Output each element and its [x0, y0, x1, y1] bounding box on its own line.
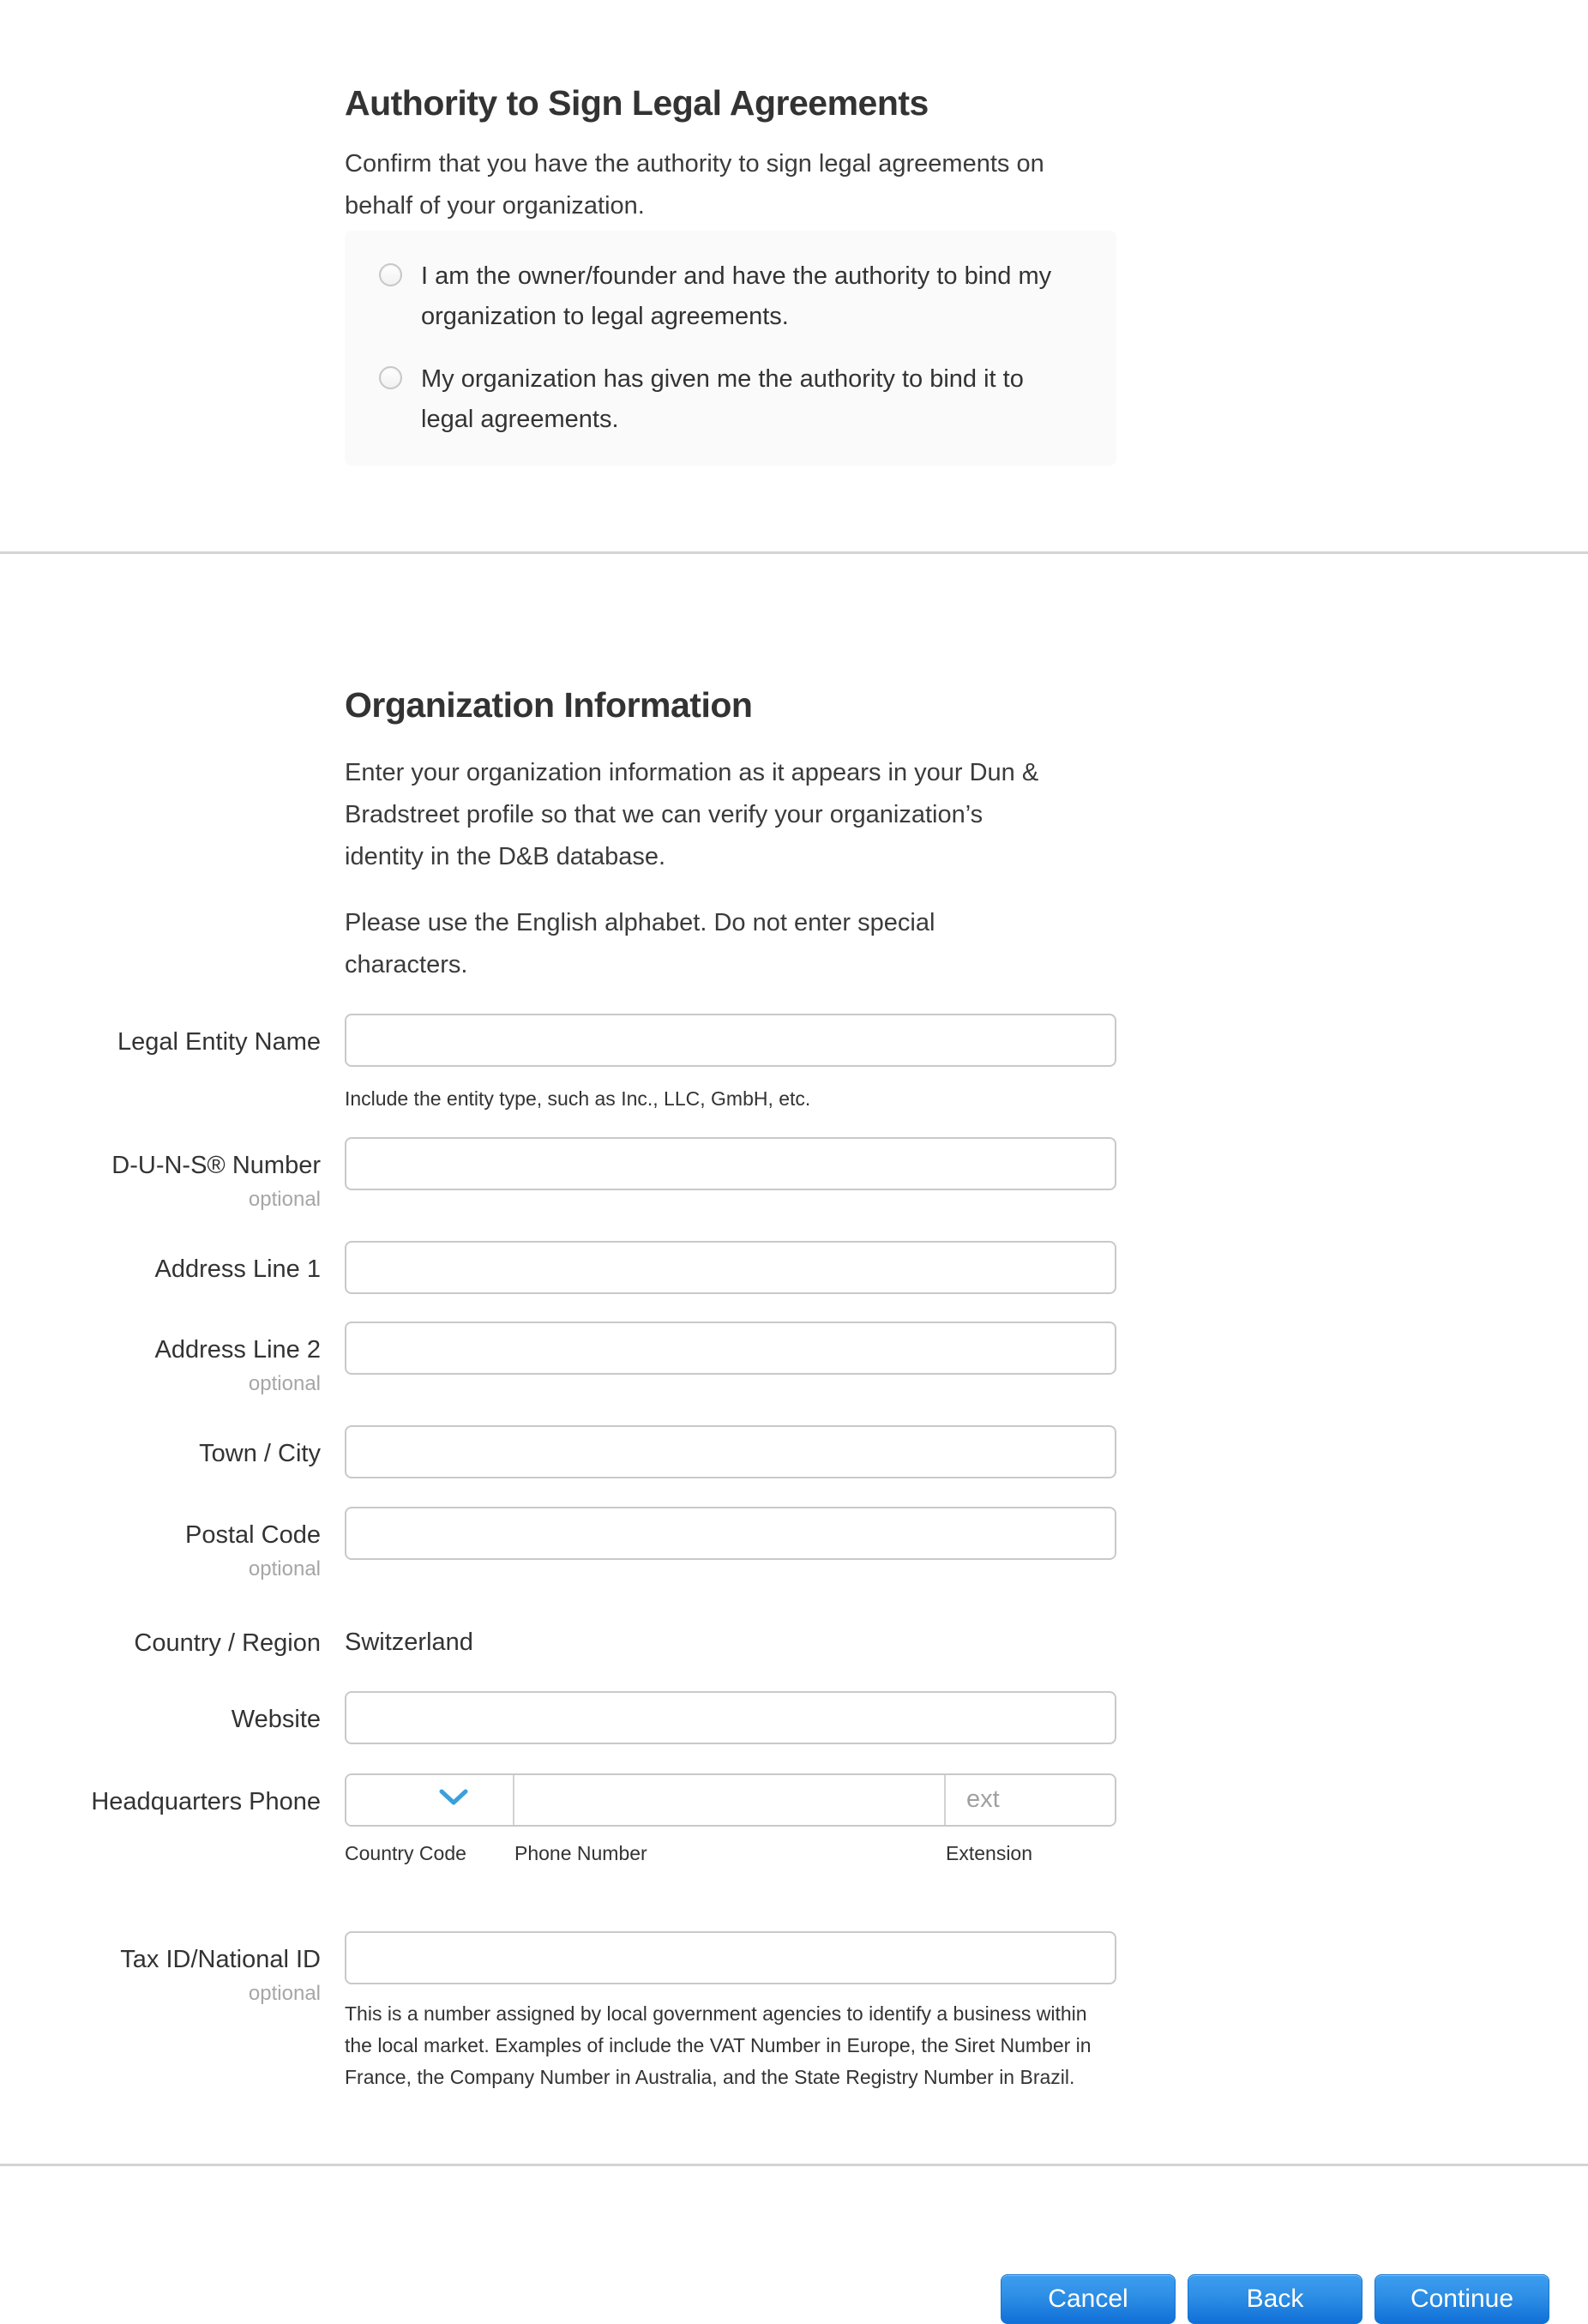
phone-number-input[interactable]: [514, 1775, 946, 1825]
form-row-address-line-2: [0, 1322, 1588, 1396]
chevron-down-icon: [392, 1789, 468, 1810]
address-line-2-input[interactable]: [345, 1322, 1116, 1375]
radio-label-org-authority[interactable]: My organization has given me the authority to bind it to legal agreements.: [421, 365, 1024, 434]
headquarters-phone-label: Headquarters Phone: [91, 1787, 321, 1815]
form-row-legal-entity-name: [0, 1014, 1588, 1111]
address-line-2-label: Address Line 2: [154, 1336, 321, 1364]
country-code-sublabel: Country Code: [345, 1841, 466, 1864]
extension-sublabel: Extension: [946, 1841, 1033, 1864]
tax-id-input[interactable]: [345, 1931, 1116, 1984]
organization-description-2: Please use the English alphabet. Do not enter special characters.: [345, 909, 935, 979]
website-label-col: [0, 1691, 345, 1744]
radio-button-org-authority[interactable]: [379, 366, 402, 389]
legal-entity-name-helper: Include the entity type, such as Inc., LLC, GmbH, etc.: [345, 1087, 811, 1111]
radio-button-owner-founder[interactable]: [379, 263, 402, 286]
headquarters-phone-group: [345, 1773, 1116, 1827]
authority-options-panel: [345, 231, 1116, 466]
duns-number-label: D-U-N-S® Number: [111, 1152, 321, 1180]
organization-section: [0, 684, 1588, 2093]
address-line-1-label: Address Line 1: [154, 1255, 321, 1284]
authority-section-description: Confirm that you have the authority to sign legal agreements on behalf of your organization.: [345, 150, 1044, 220]
form-row-address-line-1: [0, 1241, 1588, 1294]
tax-id-label: Tax ID/National ID: [120, 1945, 321, 1973]
continue-button[interactable]: Continue: [1374, 2274, 1549, 2324]
address-line-2-optional-badge: optional: [248, 1371, 321, 1395]
authority-section-title: Authority to Sign Legal Agreements: [345, 83, 929, 123]
address-line-1-input[interactable]: [345, 1241, 1116, 1294]
organization-description-1: Enter your organization information as it appears in your Dun & Bradstreet profile so that we can verify your organization’s identity in the D&B database.: [345, 759, 1039, 871]
tax-id-label-col: [0, 1931, 345, 2093]
form-row-country-region: [0, 1615, 1588, 1659]
website-label: Website: [231, 1705, 321, 1733]
radio-option-org-authority[interactable]: [377, 359, 1084, 440]
country-code-select[interactable]: [346, 1775, 514, 1825]
organization-section-title: Organization Information: [345, 685, 753, 725]
organization-form: [0, 1014, 1588, 2092]
duns-number-label-col: [0, 1137, 345, 1212]
town-city-input[interactable]: [345, 1425, 1116, 1478]
postal-code-optional-badge: optional: [248, 1556, 321, 1580]
form-row-website: [0, 1691, 1588, 1744]
phone-number-sublabel: Phone Number: [514, 1841, 647, 1864]
legal-entity-name-input[interactable]: [345, 1014, 1116, 1067]
form-row-tax-id: [0, 1931, 1588, 2093]
duns-number-input[interactable]: [345, 1137, 1116, 1190]
town-city-label: Town / City: [199, 1439, 321, 1467]
cancel-button[interactable]: Cancel: [1001, 2274, 1176, 2324]
tax-id-helper: This is a number assigned by local government agencies to identify a business within the local market. Examples of include the VAT Number in Europe, the Siret Number in France, the Company Number in Australia, and the State Registry Number in Brazil.: [345, 2002, 1092, 2088]
postal-code-input[interactable]: [345, 1507, 1116, 1560]
extension-input[interactable]: [946, 1775, 1115, 1825]
country-region-label-col: [0, 1615, 345, 1659]
radio-label-owner-founder[interactable]: I am the owner/founder and have the authority to bind my organization to legal agreements.: [421, 262, 1052, 331]
address-line-1-label-col: [0, 1241, 345, 1294]
postal-code-label-col: [0, 1507, 345, 1581]
country-region-label: Country / Region: [134, 1629, 321, 1657]
headquarters-phone-label-col: [0, 1773, 345, 1865]
town-city-label-col: [0, 1425, 345, 1478]
form-row-town-city: [0, 1425, 1588, 1478]
back-button[interactable]: Back: [1188, 2274, 1362, 2324]
duns-number-optional-badge: optional: [248, 1188, 321, 1212]
footer-button-bar: [0, 2274, 1588, 2324]
form-row-duns-number: [0, 1137, 1588, 1212]
legal-entity-name-label: Legal Entity Name: [117, 1028, 321, 1057]
section-divider-bottom: [0, 2164, 1588, 2166]
legal-entity-name-label-col: [0, 1014, 345, 1111]
section-divider-top: [0, 551, 1588, 554]
authority-section: [0, 0, 1588, 466]
tax-id-optional-badge: optional: [248, 1981, 321, 2005]
form-row-headquarters-phone: [0, 1773, 1588, 1865]
website-input[interactable]: [345, 1691, 1116, 1744]
phone-sublabels: [345, 1842, 1116, 1865]
radio-option-owner-founder[interactable]: [377, 256, 1084, 337]
form-row-postal-code: [0, 1507, 1588, 1581]
country-region-value: Switzerland: [345, 1628, 473, 1656]
address-line-2-label-col: [0, 1322, 345, 1396]
postal-code-label: Postal Code: [185, 1520, 321, 1549]
